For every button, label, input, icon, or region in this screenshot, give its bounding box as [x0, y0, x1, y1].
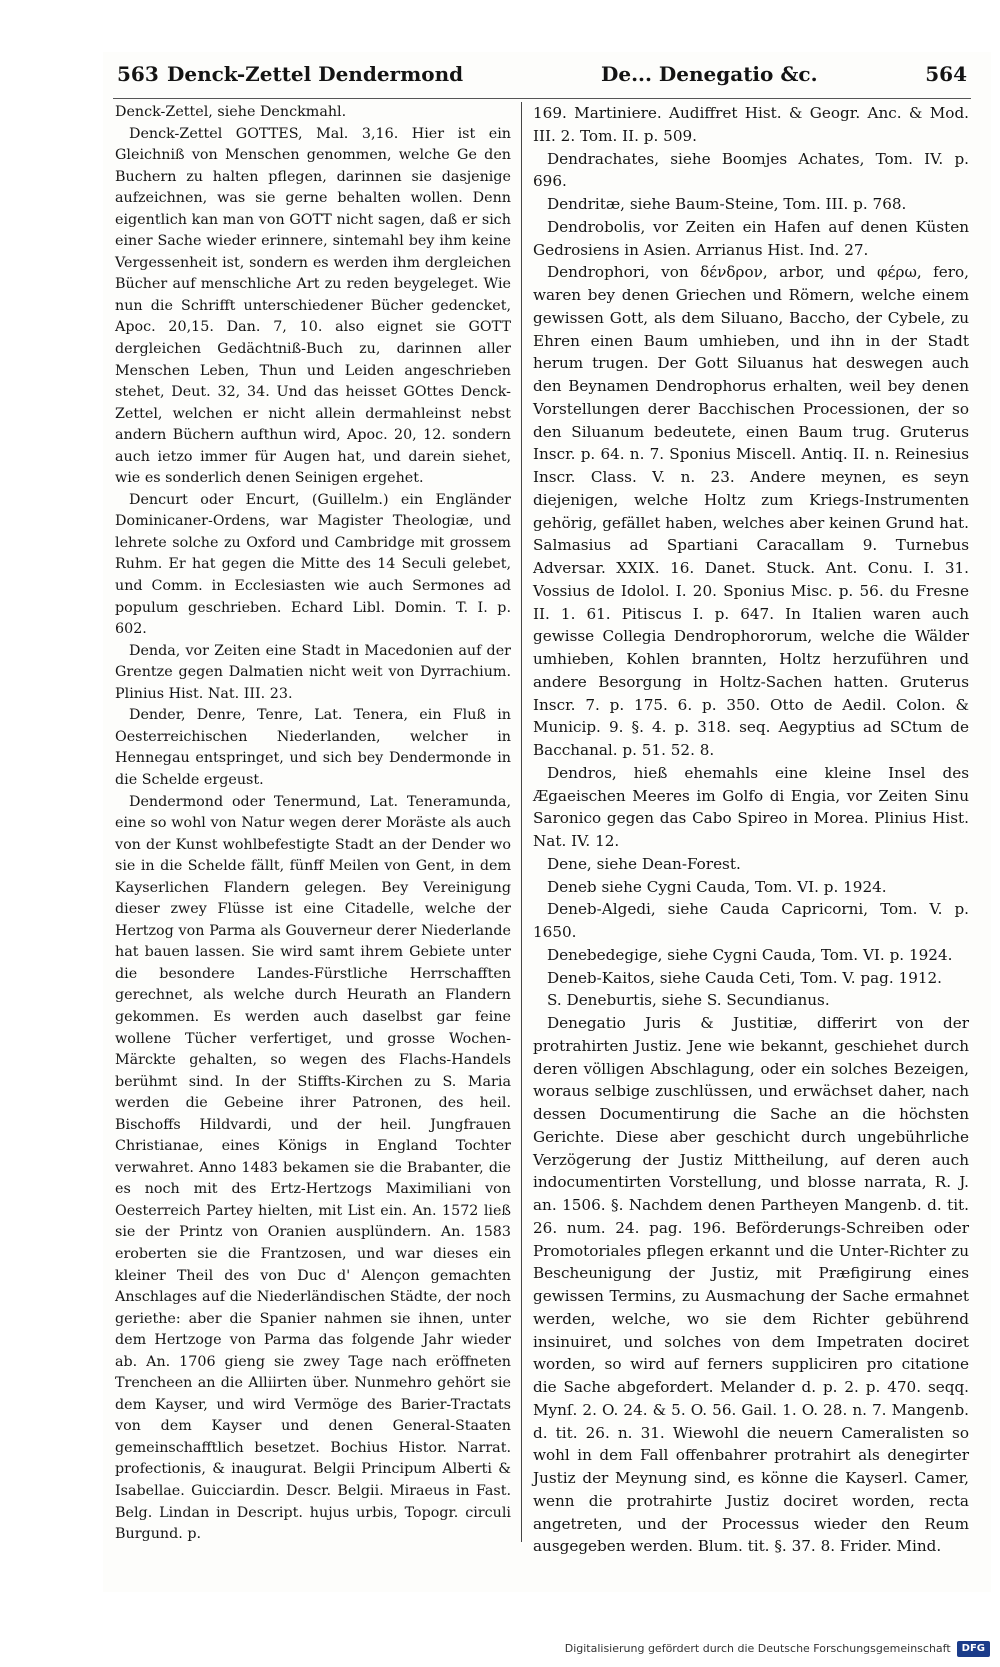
right-page-number: 564 [925, 62, 967, 86]
entry-denck-zettel-ref: Denck-Zettel, siehe Denckmahl. [115, 104, 347, 120]
entry-dender: Dender, Denre, Tenre, Lat. Tenera, ein Fluß in Oesterreichischen Niederlanden, welcher in Hennegau entspringet, und sich bey Dendermonde in die Schelde ergeust. [115, 707, 511, 788]
entry-dendermond: Dendermond oder Tenermund, Lat. Teneramunda, eine so wohl von Natur wegen derer Moräste als auch von der Kunst wohlbefestigte Stadt an der Dender wo sie in die Schelde fällt, fünff Meilen von Gent, in dem Kayserlichen Flandern gelegen. Bey Vereinigung dieser zwey Flüsse ist eine Citadelle, welche der Hertzog von Parma als Gouverneur derer Niederlande hat bauen lassen. Sie wird samt ihrem Gebiete unter die besondere Landes-Fürstliche Herrschafften gerechnet, als welche durch Heurath an Flandern gekommen. Es werden auch daselbst gar feine wollene Tücher verfertiget, und grosse Wochen-Märckte gehalten, so wegen des Flachs-Handels berühmt sind. In der Stiffts-Kirchen zu S. Maria werden die Gebeine ihrer Patronen, des heil. Bischoffs Hildvardi, und der heil. Jungfrauen Christianae, eines Königs in England Tochter verwahret. Anno 1483 bekamen sie die Brabanter, die es noch mit des Ertz-Hertzogs Maximiliani von Oesterreich Partey hielten, mit List ein. An. 1572 ließ sie der Printz von Oranien ausplündern. An. 1583 eroberten sie die Frantzosen, und war dieses ein kleiner Theil des von Duc d' Alençon gemachten Anschlages auf die Niederländischen Städte, der noch geriethe: aber die Spanier nahmen sie ihnen, unter dem Hertzoge von Parma das folgende Jahr wieder ab. An. 1706 gieng sie zwey Tage nach eröffneten Trencheen an die Alliirten über. Nunmehro gehört sie dem Kayser, und wird Vermöge des Barier-Tractats von dem Kayser und denen General-Staaten gemeinschafftlich besetzet. Bochius Histor. Narrat. profectionis, & inaugurat. Belgii Principum Alberti & Isabellae. Guicciardin. Descr. Belgii. Miraeus in Fast. Belg. Lindan in Descript. hujus urbis, Topogr. circuli Burgund. p. [115, 793, 511, 1543]
entry-denebedegige: Denebedegige, siehe Cygni Cauda, Tom. VI. p. 1924. [547, 945, 953, 964]
entry-dene: Dene, siehe Dean-Forest. [547, 854, 741, 873]
header-rule [113, 98, 971, 99]
left-page-number: 563 [117, 62, 159, 86]
digitization-footer [0, 1636, 1000, 1662]
entry-dendrachates: Dendrachates, siehe Boomjes Achates, Tom. IV. p. 696. [533, 149, 969, 191]
column-divider [521, 102, 522, 1542]
entry-dendritae: Dendritæ, siehe Baum-Steine, Tom. III. p. 768. [547, 195, 907, 213]
entry-deneb-kaitos: Deneb-Kaitos, siehe Cauda Ceti, Tom. V. pag. 1912. [547, 968, 943, 987]
running-head [103, 52, 991, 96]
entry-continuation: 169. Martiniere. Audiffret Hist. & Geogr. Anc. & Mod. III. 2. Tom. II. p. 509. [533, 104, 969, 145]
entry-deneb: Deneb siehe Cygni Cauda, Tom. VI. p. 1924. [547, 877, 887, 896]
left-running-title: Denck-Zettel Dendermond [167, 62, 464, 86]
dfg-logo: DFG [957, 1641, 990, 1657]
entry-deneburtis: S. Deneburtis, siehe S. Secundianus. [547, 991, 830, 1010]
right-running-title: De... Denegatio &c. [601, 62, 818, 86]
scanned-book-page [103, 52, 991, 1592]
entry-dencurt: Dencurt oder Encurt, (Guillelm.) ein Engländer Dominicaner-Ordens, war Magister Theologiæ, und lehrete solche zu Oxford und Cambridge mit grossem Ruhm. Er hat gegen die Mitte des 14 Seculi gelebet, und Comm. in Ecclesiasten wie auch Sermones ad populum geschrieben. Echard Libl. Domin. T. I. p. 602. [115, 491, 511, 638]
entry-deneb-algedi: Deneb-Algedi, siehe Cauda Capricorni, Tom. V. p. 1650. [533, 900, 969, 941]
entry-dendrobolis: Dendrobolis, vor Zeiten ein Hafen auf denen Küsten Gedrosiens in Asien. Arrianus Hist. Ind. 27. [533, 217, 969, 259]
right-column [533, 102, 969, 1558]
entry-dendros: Dendros, hieß ehemahls eine kleine Insel des Ægaeischen Meeres im Golfo di Engia, vor Zeiten Sinu Saronico gegen das Cabo Spireo in Morea. Plinius Hist. Nat. IV. 12. [533, 763, 969, 850]
entry-denda: Denda, vor Zeiten eine Stadt in Macedonien auf der Grentze gegen Dalmatien nicht weit von Dyrrachium. Plinius Hist. Nat. III. 23. [115, 642, 511, 702]
entry-denegatio: Denegatio Juris & Justitiæ, differirt von der protrahirten Justiz. Jene wie bekannt, geschiehet durch deren völligen Abschlagung, oder ein solches Bezeigen, woraus selbige zuschlüssen, und erwächset daher, nach dessen Documentirung die Sache an die höchsten Gerichte. Diese aber geschicht durch ungebührliche Verzögerung der Justiz Mittheilung, auf deren auch indocumentirten Vorstellung, und blosse narrata, R. J. an. 1506. §. Nachdem denen Partheyen Mangenb. d. tit. 26. num. 24. pag. 196. Beförderungs-Schreiben oder Promotoriales pflegen erkannt und die Unter-Richter zu Bescheunigung der Justiz, mit Præfigirung eines gewissen Termins, zu Ausmachung der Sache ermahnet werden, welche, wo sie dem Richter gebührend insinuiret, und solches von dem Impetraten dociret worden, so wird auf ferners suppliciren pro citatione die Sache abgefordert. Melander d. p. 2. p. 470. seqq. Mynſ. 2. O. 24. & 5. O. 56. Gail. 1. O. 28. n. 7. Mangenb. d. tit. 26. n. 31. Wiewohl die neuern Cameralisten so wohl in dem Fall offenbahrer protrahirt als denegirter Justiz der Meynung sind, es könne die Kayserl. Camer, wenn die protrahirte Justiz dociret worden, recta angetreten, und der Processus wieder den Reum ausgegeben werden. Blum. tit. §. 37. 8. Frider. Mind. [533, 1014, 969, 1556]
dfg-credit-text: Digitalisierung gefördert durch die Deutsche Forschungsgemeinschaft [564, 1642, 951, 1655]
entry-dendrophori: Dendrophori, von δένδρον, arbor, und φέρω, fero, waren bey denen Griechen und Römern, welche einem gewissen Gott, als dem Siluano, Baccho, der Cybele, zu Ehren einen Baum umhieben, und ihn in der Stadt herum trugen. Der Gott Siluanus hat deswegen auch den Beynamen Dendrophorus erhalten, weil bey denen Vorstellungen derer Bacchischen Processionen, der so den Siluanum bedeutete, einen Baum trug. Gruterus Inscr. p. 64. n. 7. Sponius Miscell. Antiq. II. n. Reinesius Inscr. Class. V. n. 23. Andere meynen, es seyn diejenigen, welche Holtz zum Kriegs-Instrumenten gehörig, gefället haben, welches aber keinen Grund hat. Salmasius ad Spartiani Caracallam 9. Turnebus Adversar. XXIX. 16. Danet. Stuck. Ant. Conu. I. 31. Vossius de Idolol. I. 20. Sponius Misc. p. 56. du Fresne II. 1. 61. Pitiscus I. p. 647. In Italien waren auch gewisse Collegia Dendrophororum, welche die Wälder umhieben, Kohlen brannten, Holtz herzuführen und andere Besorgung in Holtz-Sachen hatten. Gruterus Inscr. 7. p. 175. 6. p. 350. Otto de Aedil. Colon. & Municip. 9. §. 4. p. 318. seq. Aegyptius ad SCtum de Bacchanal. p. 51. 52. 8. [533, 263, 969, 759]
left-column [115, 102, 511, 1546]
entry-denck-zettel-gottes: Denck-Zettel GOTTES, Mal. 3,16. Hier ist ein Gleichniß von Menschen genommen, welche Ge den Buchern zu halten pflegen, darinnen sie dasjenige aufzeichnen, was sie gerne behalten wollen. Denn eigentlich kan man von GOTT nicht sagen, daß er sich einer Sache wieder erinnere, sintemahl bey ihm keine Vergessenheit ist, sondern es werden ihm dergleichen Bücher auf menschliche Art zu reden beygeleget. Wie nun die Schrifft unterschiedener Bücher gedencket, Apoc. 20,15. Dan. 7, 10. also eignet sie GOTT dergleichen Gedächtniß-Buch zu, darinnen aller Menschen Leben, Thun und Leiden angeschrieben stehet, Deut. 32, 34. Und das heisset GOttes Denck-Zettel, welchen er nicht allein dermahleinst nebst andern Büchern aufthun wird, Apoc. 20, 12. sondern auch ietzo immer für Augen hat, und darein siehet, wie es sonderlich denen Seinigen ergehet. [115, 125, 511, 487]
